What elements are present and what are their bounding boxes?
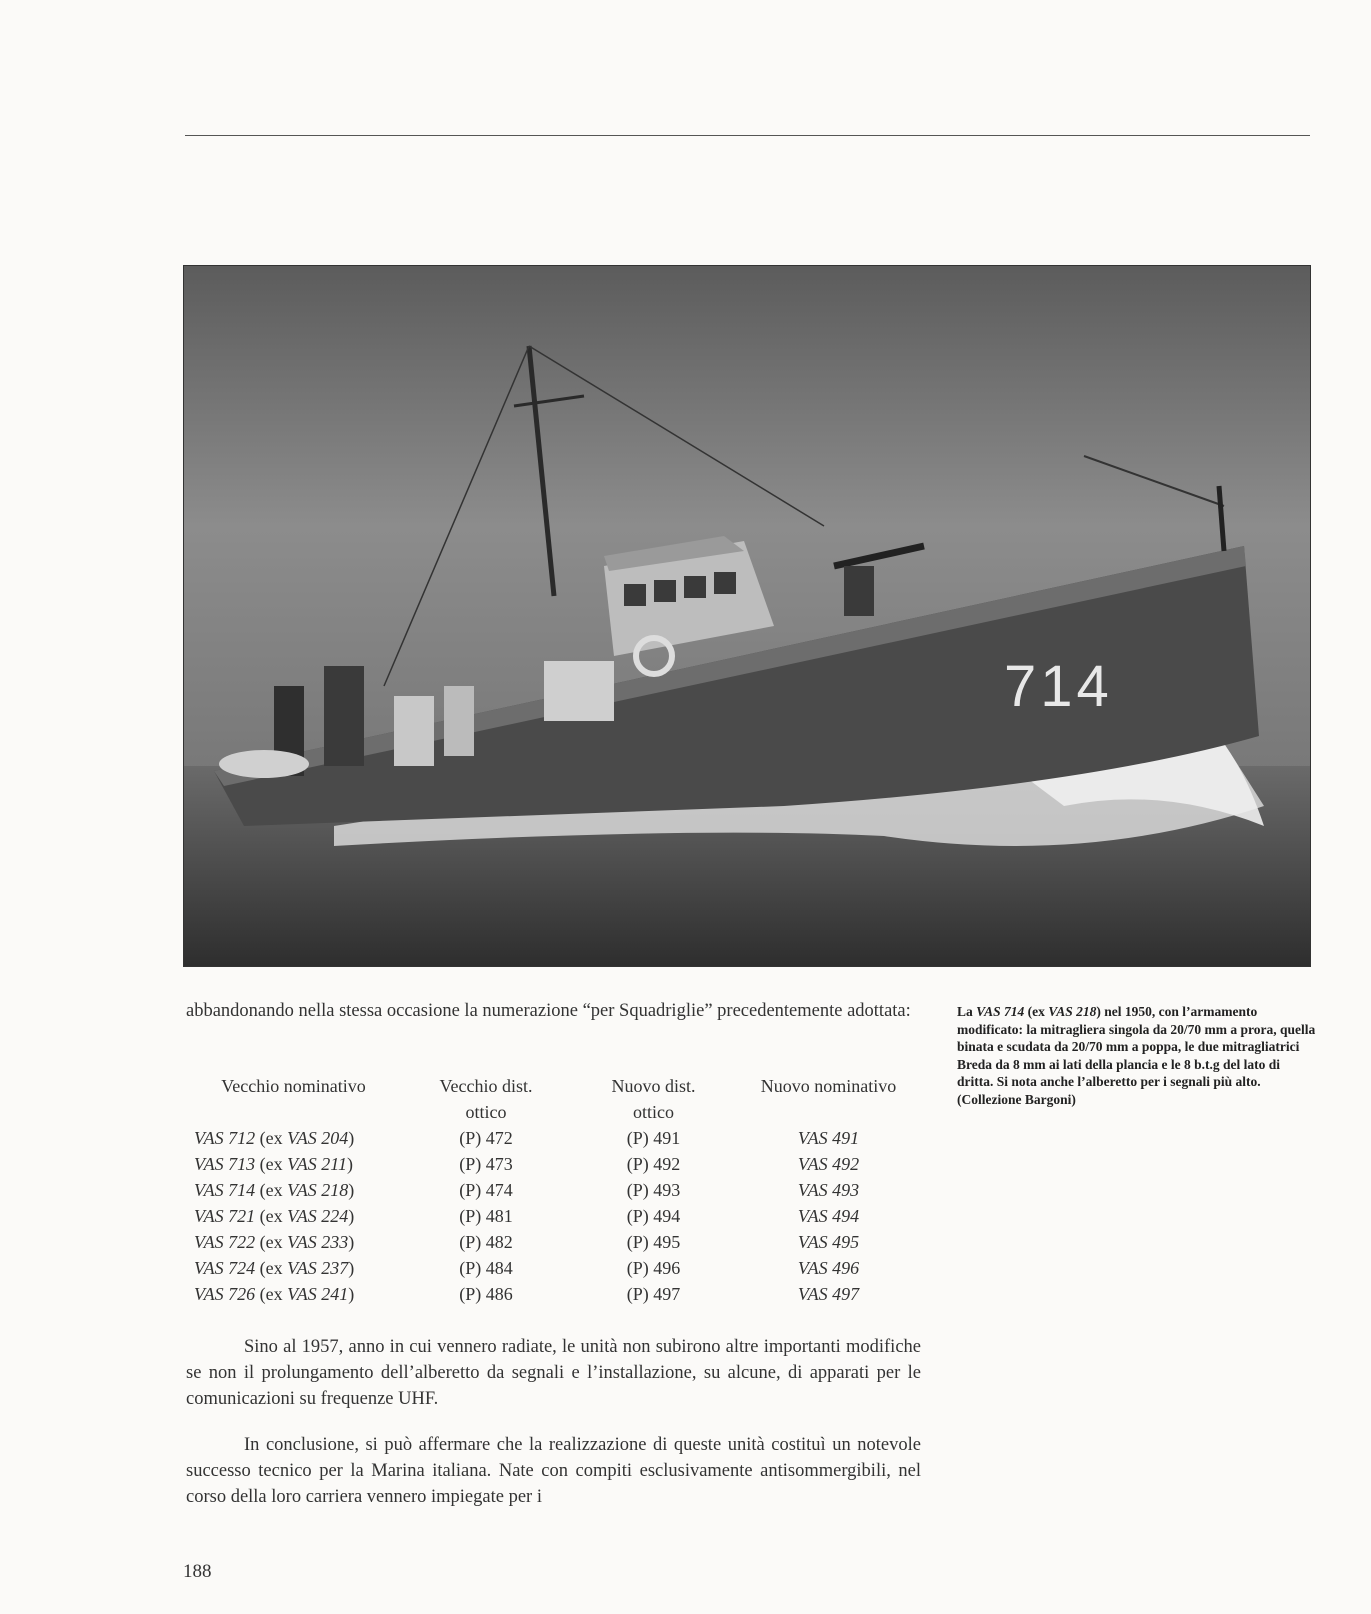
header-rule — [185, 135, 1310, 136]
old-dist-cell: (P) 474 — [459, 1180, 513, 1200]
table-row — [186, 1203, 921, 1229]
old-name-cell: VAS 721 (ex VAS 224) — [194, 1206, 355, 1226]
old-dist-cell: (P) 484 — [459, 1258, 513, 1278]
motor-torpedo-boat-photo-icon — [184, 266, 1310, 966]
new-dist-cell: (P) 493 — [626, 1180, 681, 1200]
old-name-cell: VAS 724 (ex VAS 237) — [194, 1258, 355, 1278]
old-name-cell: VAS 726 (ex VAS 241) — [194, 1284, 355, 1304]
table-header-row — [186, 1073, 921, 1125]
header-new-dist: Nuovo dist. ottico — [611, 1076, 696, 1122]
old-dist-cell: (P) 486 — [459, 1284, 513, 1304]
header-old-dist: Vecchio dist. ottico — [439, 1076, 533, 1122]
table-row — [186, 1177, 921, 1203]
boat-photo — [183, 265, 1311, 967]
new-dist-cell: (P) 492 — [626, 1154, 681, 1174]
old-dist-cell: (P) 482 — [459, 1232, 513, 1252]
new-name-cell: VAS 494 — [797, 1206, 860, 1226]
new-dist-cell: (P) 494 — [626, 1206, 681, 1226]
old-name-cell: VAS 713 (ex VAS 211) — [194, 1154, 353, 1174]
old-name-cell: VAS 712 (ex VAS 204) — [194, 1128, 355, 1148]
old-name-cell: VAS 714 (ex VAS 218) — [194, 1180, 355, 1200]
old-dist-cell: (P) 481 — [459, 1206, 513, 1226]
header-new-name: Nuovo nominativo — [760, 1076, 897, 1096]
hull-number: 714 — [1004, 654, 1113, 719]
new-name-cell: VAS 496 — [797, 1258, 860, 1278]
intro-text: abbandonando nella stessa occasione la numerazione “per Squadriglie” precedentemente adottata: — [186, 1001, 911, 1021]
table-row — [186, 1229, 921, 1255]
paragraph-2: In conclusione, si può affermare che la realizzazione di queste unità costituì un notevole successo tecnico per la Marina italiana. Nate con compiti esclusivamente antisommergibili, nel corso della loro carriera vennero impiegate per i — [186, 1435, 921, 1507]
new-dist-cell: (P) 495 — [626, 1232, 681, 1252]
new-name-cell: VAS 492 — [797, 1154, 860, 1174]
renaming-table — [186, 1073, 921, 1307]
table-row — [186, 1151, 921, 1177]
old-dist-cell: (P) 473 — [459, 1154, 513, 1174]
new-name-cell: VAS 497 — [797, 1284, 860, 1304]
new-name-cell: VAS 493 — [797, 1180, 860, 1200]
caption-ex-vessel: VAS 218 — [1048, 1004, 1097, 1019]
header-old-name: Vecchio nominativo — [221, 1076, 366, 1096]
photo-caption: La VAS 714 (ex VAS 218) nel 1950, con l’armamento modificato: la mitragliera singola da 20/70 mm a prora, quella binata e scudata da 20/70 mm a poppa, le due mitragliatrici Breda da 8 mm ai lati della plancia e le 8 b.t.g del lato di dritta. Si nota anche l’alberetto per i segnali più alto. (Collezione Bargoni) — [957, 1004, 1316, 1107]
caption-body: l’armamento modificato: la mitragliera singola da 20/70 mm a prora, quella binata e scudata da 20/70 mm a poppa, le due mitragliatrici Breda da 8 mm ai lati della plancia e le 8 b.t.g del lato di dritta. Si nota anche l’alberetto per i segnali più alto. (Collezione Bargoni) — [957, 1004, 1316, 1107]
new-name-cell: VAS 495 — [797, 1232, 860, 1252]
new-dist-cell: (P) 496 — [626, 1258, 681, 1278]
paragraph-1: Sino al 1957, anno in cui vennero radiate, le unità non subirono altre importanti modifiche se non il prolungamento dell’alberetto da segnali e l’installazione, su alcune, di apparati per le comunicazioni su frequenze UHF. — [186, 1337, 921, 1409]
table-row — [186, 1255, 921, 1281]
table-row — [186, 1281, 921, 1307]
new-dist-cell: (P) 497 — [626, 1284, 681, 1304]
new-name-cell: VAS 491 — [797, 1128, 860, 1148]
page-number: 188 — [183, 1561, 212, 1582]
caption-vessel: VAS 714 — [976, 1004, 1025, 1019]
new-dist-cell: (P) 491 — [626, 1128, 681, 1148]
table-row — [186, 1125, 921, 1151]
old-dist-cell: (P) 472 — [459, 1128, 513, 1148]
old-name-cell: VAS 722 (ex VAS 233) — [194, 1232, 355, 1252]
